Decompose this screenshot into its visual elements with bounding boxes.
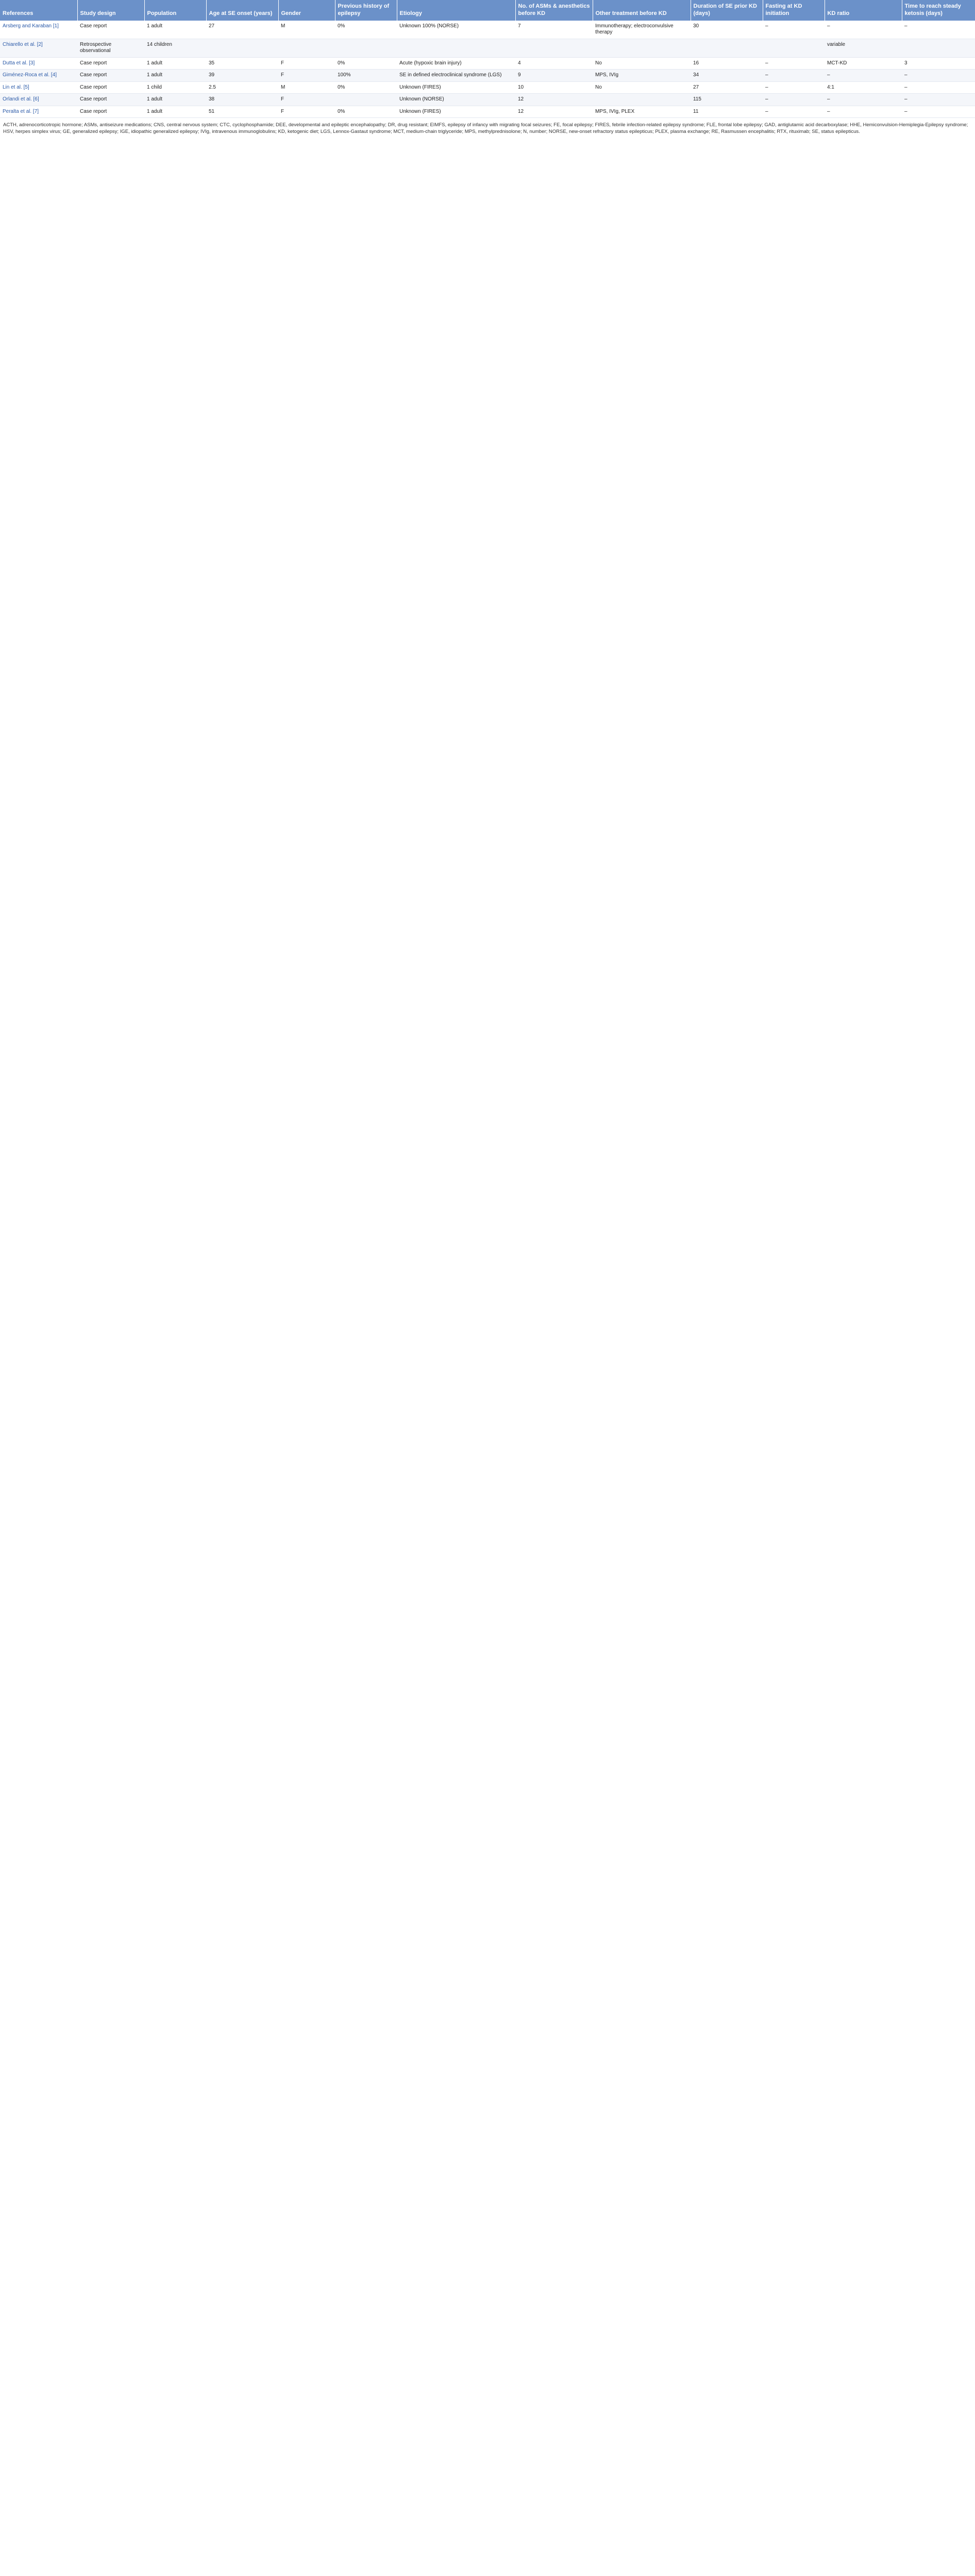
table-cell: – xyxy=(763,57,825,70)
table-cell: No xyxy=(593,57,691,70)
table-cell: – xyxy=(902,94,975,106)
studies-table xyxy=(0,0,975,118)
table-cell: 1 adult xyxy=(144,21,206,39)
table-cell: 1 adult xyxy=(144,57,206,70)
table-cell: Retrospective observational xyxy=(77,39,144,57)
table-cell: 9 xyxy=(515,70,593,82)
table-cell: Arsberg and Karaban [1] xyxy=(0,21,77,39)
table-cell: – xyxy=(825,21,902,39)
table-cell: F xyxy=(278,57,335,70)
table-cell xyxy=(335,94,397,106)
table-cell: Immunotherapy; electroconvulsive therapy xyxy=(593,21,691,39)
table-cell: 0% xyxy=(335,106,397,118)
table-cell: – xyxy=(825,106,902,118)
table-cell: M xyxy=(278,21,335,39)
table-cell: Unknown (NORSE) xyxy=(397,94,515,106)
table-cell: 0% xyxy=(335,57,397,70)
table-cell: MCT-KD xyxy=(825,57,902,70)
table-cell: Orlandi et al. [6] xyxy=(0,94,77,106)
table-row xyxy=(0,81,975,94)
table-cell: 0% xyxy=(335,81,397,94)
table-cell: 0% xyxy=(335,21,397,39)
table-cell: – xyxy=(902,70,975,82)
table-cell: – xyxy=(763,94,825,106)
column-header: Age at SE onset (years) xyxy=(206,0,278,21)
column-header: Gender xyxy=(278,0,335,21)
table-cell: 16 xyxy=(691,57,763,70)
table-cell xyxy=(691,39,763,57)
table-cell: 38 xyxy=(206,94,278,106)
table-cell: Case report xyxy=(77,21,144,39)
header-row xyxy=(0,0,975,21)
column-header: No. of ASMs & anesthetics before KD xyxy=(515,0,593,21)
column-header: References xyxy=(0,0,77,21)
table-cell: F xyxy=(278,94,335,106)
table-cell: Unknown (FIRES) xyxy=(397,81,515,94)
table-cell: – xyxy=(763,70,825,82)
table-cell: 39 xyxy=(206,70,278,82)
table-cell: Unknown (FIRES) xyxy=(397,106,515,118)
table-row xyxy=(0,70,975,82)
table-cell: – xyxy=(825,94,902,106)
table-cell: 2.5 xyxy=(206,81,278,94)
table-cell: Case report xyxy=(77,81,144,94)
table-cell: – xyxy=(763,81,825,94)
table-row xyxy=(0,21,975,39)
table-cell: Case report xyxy=(77,106,144,118)
table-row xyxy=(0,39,975,57)
table-cell: No xyxy=(593,81,691,94)
table-row xyxy=(0,94,975,106)
table-cell: 3 xyxy=(902,57,975,70)
table-cell: M xyxy=(278,81,335,94)
table-cell: 1 adult xyxy=(144,106,206,118)
table-cell: 4:1 xyxy=(825,81,902,94)
table-cell: – xyxy=(763,21,825,39)
table-cell xyxy=(278,39,335,57)
table-cell: 1 adult xyxy=(144,94,206,106)
table-cell: 1 adult xyxy=(144,70,206,82)
table-cell: 12 xyxy=(515,106,593,118)
table-cell: F xyxy=(278,70,335,82)
table-cell: 1 child xyxy=(144,81,206,94)
table-cell xyxy=(763,39,825,57)
table-cell: 30 xyxy=(691,21,763,39)
table-cell: – xyxy=(825,70,902,82)
table-cell: 100% xyxy=(335,70,397,82)
document xyxy=(0,0,975,150)
table-cell: 27 xyxy=(206,21,278,39)
table-cell: Peralta et al. [7] xyxy=(0,106,77,118)
table-cell: 35 xyxy=(206,57,278,70)
table-cell: Lin et al. [5] xyxy=(0,81,77,94)
table-cell: – xyxy=(763,106,825,118)
column-header: Other treatment before KD xyxy=(593,0,691,21)
table-cell xyxy=(515,39,593,57)
table-cell: 51 xyxy=(206,106,278,118)
table-cell: F xyxy=(278,106,335,118)
table-cell: variable xyxy=(825,39,902,57)
table-cell: – xyxy=(902,81,975,94)
column-header: Duration of SE prior KD (days) xyxy=(691,0,763,21)
table-cell xyxy=(335,39,397,57)
table-body xyxy=(0,21,975,118)
table-cell: MPS, IVIg, PLEX xyxy=(593,106,691,118)
table-cell: 27 xyxy=(691,81,763,94)
table-cell: Dutta et al. [3] xyxy=(0,57,77,70)
table-cell: Acute (hypoxic brain injury) xyxy=(397,57,515,70)
table-cell: – xyxy=(902,106,975,118)
table-cell xyxy=(397,39,515,57)
table-cell: 7 xyxy=(515,21,593,39)
column-header: Population xyxy=(144,0,206,21)
table-cell: Case report xyxy=(77,57,144,70)
abbreviations-footnote: ACTH, adrenocorticotropic hormone; ASMs, antiseizure medications; CNS, central nervous system; CTC, cyclophosphamide; DEE, developmental and epileptic encephalopathy; DR, drug resistant; EIMFS, epilepsy of infancy with migrating focal seizures; FE, focal epilepsy; FIRES, febrile infection-related epilepsy syndrome; FLE, frontal lobe epilepsy; GAD, antiglutamic acid decarboxylase; HHE, Hemiconvulsion-Hemiplegia-Epilepsy syndrome; HSV, herpes simplex virus; GE, generalized epilepsy; IGE, idiopathic generalized epilepsy; IVIg, intravenous immunoglobulins; KD, ketogenic diet; LGS, Lennox-Gastaut syndrome; MCT, medium-chain triglyceride; MPS, methylprednisolone; N, number; NORSE, new-onset refractory status epilepticus; PLEX, plasma exchange; RE, Rasmussen encephalitis; RTX, rituximab; SE, status epilepticus. xyxy=(3,122,968,134)
table-cell xyxy=(593,94,691,106)
table-cell xyxy=(902,39,975,57)
table-cell: 34 xyxy=(691,70,763,82)
table-cell: MPS, IVIg xyxy=(593,70,691,82)
table-row xyxy=(0,106,975,118)
table-cell: 10 xyxy=(515,81,593,94)
column-header: Time to reach steady ketosis (days) xyxy=(902,0,975,21)
table-cell: SE in defined electroclinical syndrome (LGS) xyxy=(397,70,515,82)
table-cell xyxy=(206,39,278,57)
column-header: KD ratio xyxy=(825,0,902,21)
column-header: Fasting at KD initiation xyxy=(763,0,825,21)
table-cell: Unknown 100% (NORSE) xyxy=(397,21,515,39)
table-cell: 14 children xyxy=(144,39,206,57)
table-cell: Giménez-Roca et al. [4] xyxy=(0,70,77,82)
column-header: Previous history of epilepsy xyxy=(335,0,397,21)
table-cell: 4 xyxy=(515,57,593,70)
table-cell: 115 xyxy=(691,94,763,106)
table-cell: 11 xyxy=(691,106,763,118)
table-cell: Chiarello et al. [2] xyxy=(0,39,77,57)
table-cell: Case report xyxy=(77,94,144,106)
table-cell: Case report xyxy=(77,70,144,82)
column-header: Etiology xyxy=(397,0,515,21)
table-row xyxy=(0,57,975,70)
table-cell: – xyxy=(902,21,975,39)
table-cell: 12 xyxy=(515,94,593,106)
table-cell xyxy=(593,39,691,57)
column-header: Study design xyxy=(77,0,144,21)
